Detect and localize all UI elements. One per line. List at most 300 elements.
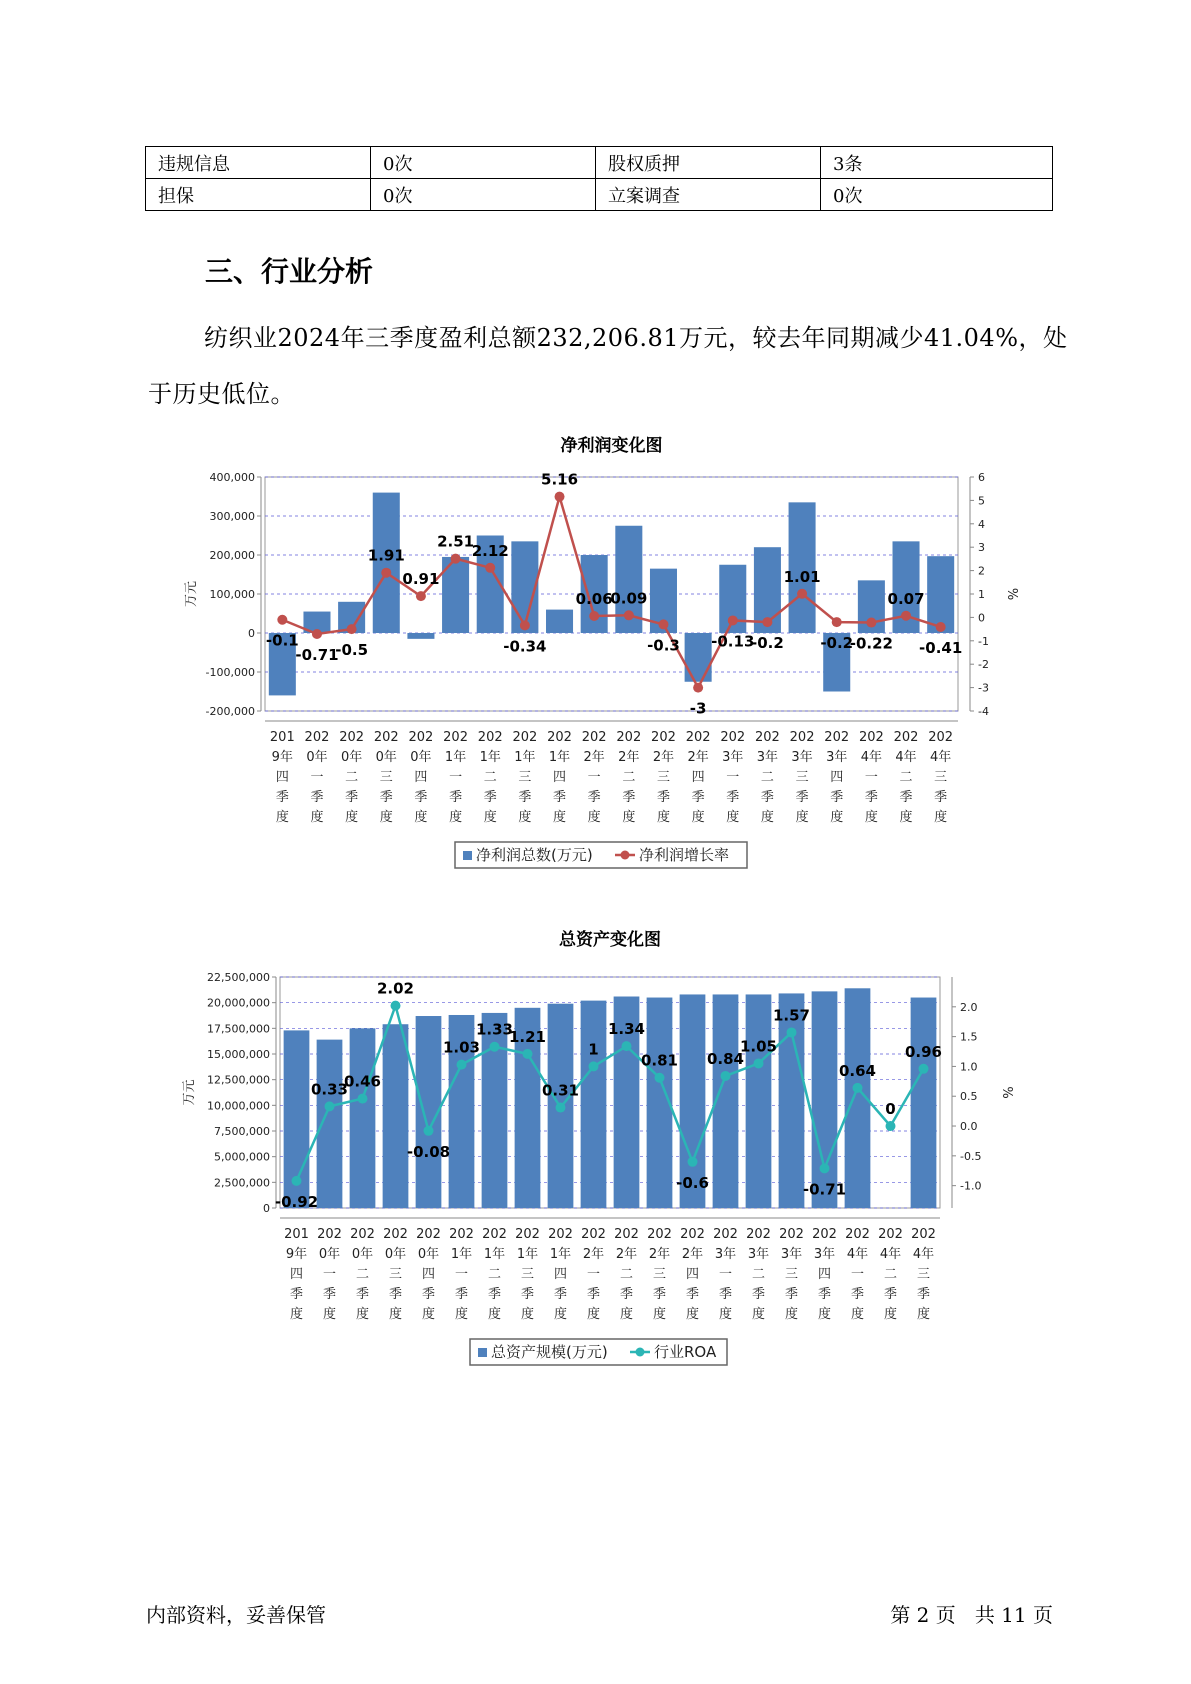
data-label: 5.16 <box>541 470 579 489</box>
x-tick-label: 202 <box>581 730 607 745</box>
data-label: 0.31 <box>541 1081 580 1100</box>
line-point <box>832 617 842 627</box>
plot-area <box>280 977 943 1208</box>
x-tick-label: 202 <box>651 730 676 745</box>
x-tick-label: 四 <box>414 770 428 785</box>
x-tick-label: 度 <box>656 810 670 825</box>
x-tick-label: 202 <box>339 730 365 745</box>
x-tick-label: 0年 <box>351 1247 374 1262</box>
data-label: 0.81 <box>640 1051 679 1070</box>
line-point <box>347 624 357 634</box>
legend-swatch-bar <box>478 1348 487 1357</box>
x-tick-label: 二 <box>760 770 774 785</box>
x-tick-label: 度 <box>883 1307 898 1322</box>
data-label: -0.5 <box>335 641 369 660</box>
y-tick-label: 5,000,000 <box>214 1150 270 1164</box>
x-tick-label: 202 <box>383 1227 408 1242</box>
data-label: -0.71 <box>802 1180 847 1199</box>
y2-tick-label: 3 <box>978 541 985 555</box>
line-point <box>688 1157 698 1167</box>
x-tick-label: 1年 <box>549 1247 572 1262</box>
x-tick-label: 3年 <box>826 750 848 765</box>
x-tick-label: 202 <box>443 730 468 745</box>
table-cell: 股权质押 <box>596 147 821 179</box>
x-tick-label: 2年 <box>648 1247 671 1262</box>
y2-tick-label: 1 <box>978 588 985 601</box>
footer-note: 内部资料，妥善保管 <box>146 1603 326 1627</box>
x-tick-label: 季 <box>553 1287 568 1302</box>
x-tick-label: 202 <box>878 1227 903 1242</box>
x-tick-label: 四 <box>553 1267 568 1282</box>
x-tick-label: 季 <box>355 1287 370 1302</box>
x-tick-label: 季 <box>718 1287 733 1302</box>
x-tick-label: 季 <box>622 790 636 805</box>
x-tick-label: 202 <box>893 730 919 745</box>
x-tick-label: 202 <box>547 730 572 745</box>
x-tick-label: 1年 <box>483 1247 506 1262</box>
x-tick-label: 1年 <box>479 750 501 765</box>
bar <box>383 1024 409 1208</box>
x-tick-label: 季 <box>520 1287 535 1302</box>
info-table <box>145 146 1053 211</box>
x-tick-label: 202 <box>685 730 711 745</box>
x-tick-label: 季 <box>883 1287 898 1302</box>
data-label: 1.03 <box>442 1038 481 1057</box>
data-label: 0.91 <box>402 570 440 589</box>
x-tick-label: 季 <box>652 1287 667 1302</box>
x-tick-label: 度 <box>622 810 636 825</box>
x-tick-label: 度 <box>518 810 532 825</box>
x-tick-label: 季 <box>379 790 393 805</box>
x-tick-label: 3年 <box>747 1247 770 1262</box>
line-point <box>555 492 565 502</box>
legend-swatch-bar <box>463 851 472 860</box>
x-tick-label: 一 <box>586 1267 601 1282</box>
line-point <box>624 610 634 620</box>
data-label: -0.08 <box>406 1142 451 1161</box>
x-tick-label: 202 <box>647 1227 672 1242</box>
x-tick-label: 度 <box>619 1307 634 1322</box>
y-tick-label: 200,000 <box>209 549 255 562</box>
data-label: 2.02 <box>376 979 415 998</box>
x-tick-label: 1年 <box>450 1247 473 1262</box>
x-tick-label: 2年 <box>687 750 709 765</box>
x-tick-label: 一 <box>587 770 601 785</box>
line-point <box>693 683 703 693</box>
line-point <box>520 620 530 630</box>
x-tick-label: 2年 <box>582 1247 605 1262</box>
legend-label: 总资产规模(万元) <box>491 1343 608 1361</box>
x-tick-label: 度 <box>760 810 774 825</box>
x-tick-label: 季 <box>864 790 878 805</box>
x-tick-label: 四 <box>685 1267 700 1282</box>
y2-tick-label: 2.0 <box>960 1000 978 1014</box>
x-tick-label: 度 <box>388 1307 403 1322</box>
x-tick-label: 四 <box>289 1267 304 1282</box>
x-tick-label: 202 <box>720 730 746 745</box>
x-tick-label: 季 <box>685 1287 700 1302</box>
line-point <box>457 1060 467 1070</box>
x-tick-label: 度 <box>751 1307 766 1322</box>
line-point <box>820 1163 830 1173</box>
x-tick-label: 季 <box>726 790 740 805</box>
data-label: -0.2 <box>820 634 854 653</box>
net-profit-chart-svg <box>0 425 1191 885</box>
y-tick-label: -100,000 <box>205 666 255 679</box>
x-tick-label: 季 <box>587 790 601 805</box>
x-tick-label: 0年 <box>417 1247 440 1262</box>
x-tick-label: 季 <box>310 790 324 805</box>
x-tick-label: 202 <box>548 1227 573 1242</box>
line-point <box>589 611 599 621</box>
x-tick-label: 季 <box>760 790 774 805</box>
y2-tick-label: -4 <box>978 705 989 718</box>
x-tick-label: 一 <box>726 770 740 785</box>
x-tick-label: 度 <box>586 1307 601 1322</box>
x-tick-label: 度 <box>784 1307 799 1322</box>
x-tick-label: 一 <box>454 1267 469 1282</box>
x-tick-label: 度 <box>850 1307 865 1322</box>
x-tick-label: 季 <box>656 790 670 805</box>
line-point <box>919 1064 929 1074</box>
x-tick-label: 0年 <box>375 750 397 765</box>
x-tick-label: 二 <box>899 770 913 785</box>
x-tick-label: 季 <box>345 790 359 805</box>
legend-swatch-point <box>621 851 630 860</box>
bar <box>779 993 805 1208</box>
x-tick-label: 季 <box>487 1287 502 1302</box>
y-axis-label: 万元 <box>182 1079 197 1106</box>
x-tick-label: 度 <box>345 810 359 825</box>
data-label: -3 <box>689 699 707 718</box>
x-tick-label: 202 <box>845 1227 870 1242</box>
x-tick-label: 季 <box>817 1287 832 1302</box>
data-label: 1.34 <box>607 1020 646 1039</box>
y2-tick-label: -0.5 <box>960 1149 982 1163</box>
y-tick-label: 22,500,000 <box>207 971 270 984</box>
chart-title: 净利润变化图 <box>560 436 663 456</box>
section-title: 三、行业分析 <box>205 255 374 288</box>
data-label: 1.21 <box>508 1027 547 1046</box>
data-label: 0.06 <box>575 589 613 608</box>
x-tick-label: 季 <box>586 1287 601 1302</box>
x-tick-label: 三 <box>916 1267 931 1282</box>
x-tick-label: 一 <box>449 770 463 785</box>
line-point <box>762 617 772 627</box>
x-tick-label: 三 <box>520 1267 535 1282</box>
x-tick-label: 度 <box>899 810 913 825</box>
x-tick-label: 1年 <box>548 750 571 765</box>
net-profit-chart <box>0 425 1191 885</box>
bar <box>685 633 712 682</box>
x-tick-label: 0年 <box>340 750 363 765</box>
legend-label: 净利润总数(万元) <box>476 846 593 864</box>
y2-tick-label: 6 <box>978 471 985 484</box>
line-point <box>490 1042 500 1052</box>
data-label: 1.91 <box>367 546 405 565</box>
bar <box>812 991 838 1208</box>
legend-label: 行业ROA <box>654 1343 717 1361</box>
legend-swatch-point <box>636 1348 645 1357</box>
x-tick-label: 202 <box>350 1227 375 1242</box>
x-tick-label: 202 <box>858 730 884 745</box>
x-tick-label: 202 <box>408 730 434 745</box>
y-tick-label: 20,000,000 <box>207 996 270 1010</box>
x-tick-label: 四 <box>830 770 844 785</box>
x-tick-label: 2年 <box>583 750 605 765</box>
y2-tick-label: -1 <box>978 634 989 648</box>
x-tick-label: 季 <box>899 790 913 805</box>
y2-tick-label: -2 <box>978 658 989 672</box>
data-label: 0.33 <box>310 1080 349 1099</box>
line-point <box>391 1001 401 1011</box>
x-tick-label: 三 <box>388 1267 403 1282</box>
x-tick-label: 度 <box>275 810 289 825</box>
x-tick-label: 202 <box>928 730 954 745</box>
x-tick-label: 3年 <box>791 750 813 765</box>
table-row <box>146 147 1053 179</box>
x-tick-label: 202 <box>812 1227 837 1242</box>
x-tick-label: 202 <box>449 1227 474 1242</box>
y-tick-label: 12,500,000 <box>207 1073 270 1087</box>
table-cell: 立案调查 <box>596 179 821 211</box>
data-label: 0.96 <box>904 1042 943 1061</box>
analysis-paragraph: 纺织业2024年三季度盈利总额232,206.81万元，较去年同期减少41.04%，处于历史低位。 <box>148 324 1068 408</box>
data-label: 1.01 <box>783 567 821 586</box>
data-label: -0.3 <box>647 636 680 655</box>
line-point <box>787 1027 797 1037</box>
x-tick-label: 四 <box>817 1267 832 1282</box>
bar <box>546 610 573 633</box>
line-point <box>797 589 807 599</box>
x-tick-label: 季 <box>784 1287 799 1302</box>
y-tick-label: 17,500,000 <box>207 1022 270 1036</box>
y-tick-label: 300,000 <box>209 510 255 523</box>
x-tick-label: 度 <box>795 810 809 825</box>
x-tick-label: 202 <box>304 730 330 745</box>
data-label: 1.33 <box>475 1020 514 1039</box>
x-tick-label: 4年 <box>912 1247 935 1262</box>
x-tick-label: 4年 <box>846 1247 869 1262</box>
x-tick-label: 季 <box>795 790 809 805</box>
line-point <box>358 1094 368 1104</box>
x-tick-label: 三 <box>795 770 809 785</box>
x-tick-label: 201 <box>269 730 295 745</box>
x-tick-label: 2年 <box>681 1247 704 1262</box>
bar <box>350 1028 376 1208</box>
legend <box>470 1339 727 1365</box>
x-tick-label: 二 <box>487 1267 502 1282</box>
x-tick-label: 0年 <box>410 750 432 765</box>
bar <box>407 633 434 639</box>
x-tick-label: 季 <box>850 1287 865 1302</box>
x-tick-label: 度 <box>414 810 428 825</box>
x-tick-label: 202 <box>482 1227 507 1242</box>
x-tick-label: 度 <box>355 1307 370 1322</box>
x-tick-label: 季 <box>553 790 567 805</box>
line-point <box>277 615 287 625</box>
data-label: -0.13 <box>711 632 755 651</box>
x-tick-label: 9年 <box>285 1247 308 1262</box>
bar <box>581 1001 607 1208</box>
bar <box>746 994 772 1208</box>
y-tick-label: 400,000 <box>209 471 255 484</box>
x-tick-label: 2年 <box>652 750 675 765</box>
x-tick-label: 一 <box>718 1267 733 1282</box>
x-tick-label: 二 <box>883 1267 898 1282</box>
x-tick-label: 二 <box>751 1267 766 1282</box>
x-tick-label: 202 <box>373 730 399 745</box>
table-cell: 违规信息 <box>146 147 371 179</box>
line-point <box>901 611 911 621</box>
x-tick-label: 季 <box>322 1287 337 1302</box>
data-label: 0.84 <box>706 1049 745 1068</box>
bar <box>911 998 937 1208</box>
x-tick-label: 季 <box>934 790 948 805</box>
line-point <box>451 554 461 564</box>
x-tick-label: 202 <box>779 1227 804 1242</box>
data-label: 0 <box>885 1100 896 1119</box>
data-label: 0.46 <box>343 1072 382 1091</box>
x-tick-label: 202 <box>755 730 780 745</box>
x-tick-label: 二 <box>622 770 636 785</box>
x-tick-label: 季 <box>454 1287 469 1302</box>
x-tick-label: 三 <box>518 770 532 785</box>
x-tick-label: 0年 <box>318 1247 341 1262</box>
x-tick-label: 度 <box>310 810 324 825</box>
table-cell: 3条 <box>821 147 1053 179</box>
table-cell: 担保 <box>146 179 371 211</box>
x-tick-label: 度 <box>483 810 497 825</box>
y-tick-label: 15,000,000 <box>207 1048 270 1061</box>
line-point <box>325 1101 335 1111</box>
x-tick-label: 202 <box>614 1227 639 1242</box>
x-tick-label: 9年 <box>271 750 293 765</box>
bar <box>927 556 954 633</box>
x-tick-label: 一 <box>864 770 878 785</box>
x-tick-label: 度 <box>916 1307 931 1322</box>
x-tick-label: 度 <box>817 1307 832 1322</box>
x-tick-label: 2年 <box>615 1247 638 1262</box>
x-tick-label: 度 <box>379 810 393 825</box>
x-tick-label: 二 <box>619 1267 634 1282</box>
y2-tick-label: 1.0 <box>960 1060 978 1074</box>
data-label: 1.05 <box>739 1037 778 1056</box>
x-tick-label: 二 <box>483 770 497 785</box>
line-point <box>312 629 322 639</box>
x-tick-label: 度 <box>726 810 740 825</box>
line-point <box>523 1049 533 1059</box>
x-tick-label: 度 <box>587 810 601 825</box>
y-tick-label: 7,500,000 <box>214 1125 270 1138</box>
y2-tick-label: 2 <box>978 564 985 578</box>
x-tick-label: 3年 <box>714 1247 737 1262</box>
x-tick-label: 1年 <box>516 1247 539 1262</box>
line-point <box>886 1121 896 1131</box>
x-tick-label: 季 <box>421 1287 436 1302</box>
x-tick-label: 季 <box>751 1287 766 1302</box>
y2-axis-label: % <box>1004 587 1019 601</box>
x-tick-label: 4年 <box>879 1247 902 1262</box>
y2-tick-label: 0.5 <box>960 1090 978 1104</box>
line-point <box>728 615 738 625</box>
x-tick-label: 202 <box>317 1227 342 1242</box>
line-point <box>381 568 391 578</box>
x-tick-label: 202 <box>512 730 538 745</box>
data-label: -0.22 <box>849 634 893 653</box>
data-label: 2.12 <box>471 541 509 560</box>
data-label: 2.51 <box>437 532 475 551</box>
x-tick-label: 202 <box>713 1227 738 1242</box>
data-label: 0.64 <box>838 1061 877 1080</box>
y2-tick-label: -3 <box>978 681 989 695</box>
x-tick-label: 三 <box>934 770 948 785</box>
table-cell: 0次 <box>371 147 596 179</box>
x-tick-label: 0年 <box>384 1247 407 1262</box>
data-label: -0.6 <box>676 1173 709 1192</box>
x-tick-label: 季 <box>518 790 532 805</box>
x-tick-label: 3年 <box>780 1247 803 1262</box>
x-tick-label: 0年 <box>306 750 328 765</box>
x-tick-label: 度 <box>934 810 948 825</box>
line-point <box>655 1073 665 1083</box>
x-tick-label: 度 <box>421 1307 436 1322</box>
x-tick-label: 季 <box>289 1287 304 1302</box>
y-tick-label: 10,000,000 <box>207 1099 270 1113</box>
line-point <box>589 1061 599 1071</box>
x-tick-label: 四 <box>421 1267 436 1282</box>
data-label: -0.92 <box>274 1192 319 1211</box>
x-tick-label: 一 <box>850 1267 865 1282</box>
chart-title: 总资产变化图 <box>559 930 661 950</box>
line-point <box>754 1058 764 1068</box>
x-tick-label: 202 <box>680 1227 705 1242</box>
x-tick-label: 202 <box>515 1227 540 1242</box>
x-tick-label: 202 <box>824 730 850 745</box>
total-assets-chart-svg <box>0 925 1191 1385</box>
x-tick-label: 度 <box>449 810 463 825</box>
y-tick-label: 100,000 <box>209 588 255 601</box>
x-tick-label: 4年 <box>930 750 952 765</box>
line-point <box>556 1103 566 1113</box>
x-tick-label: 四 <box>691 770 705 785</box>
x-tick-label: 度 <box>652 1307 667 1322</box>
line-point <box>866 618 876 628</box>
legend-label: 净利润增长率 <box>639 846 730 864</box>
x-tick-label: 202 <box>477 730 503 745</box>
data-label: -0.71 <box>295 646 339 665</box>
data-label: 1 <box>588 1040 599 1059</box>
table-cell: 0次 <box>821 179 1053 211</box>
table-row <box>146 179 1053 211</box>
x-tick-label: 度 <box>520 1307 535 1322</box>
x-tick-label: 3年 <box>722 750 744 765</box>
line-point <box>485 563 495 573</box>
x-tick-label: 季 <box>916 1287 931 1302</box>
y2-tick-label: -1.0 <box>960 1179 982 1193</box>
x-tick-label: 季 <box>619 1287 634 1302</box>
line-point <box>292 1176 302 1186</box>
line-point <box>622 1041 632 1051</box>
x-tick-label: 度 <box>553 1307 568 1322</box>
x-tick-label: 1年 <box>514 750 536 765</box>
y-tick-label: -200,000 <box>205 705 255 718</box>
x-tick-label: 201 <box>284 1227 309 1242</box>
x-tick-label: 度 <box>830 810 844 825</box>
y2-tick-label: 0 <box>978 611 985 625</box>
y2-tick-label: 5 <box>978 494 985 508</box>
x-tick-label: 二 <box>345 770 359 785</box>
